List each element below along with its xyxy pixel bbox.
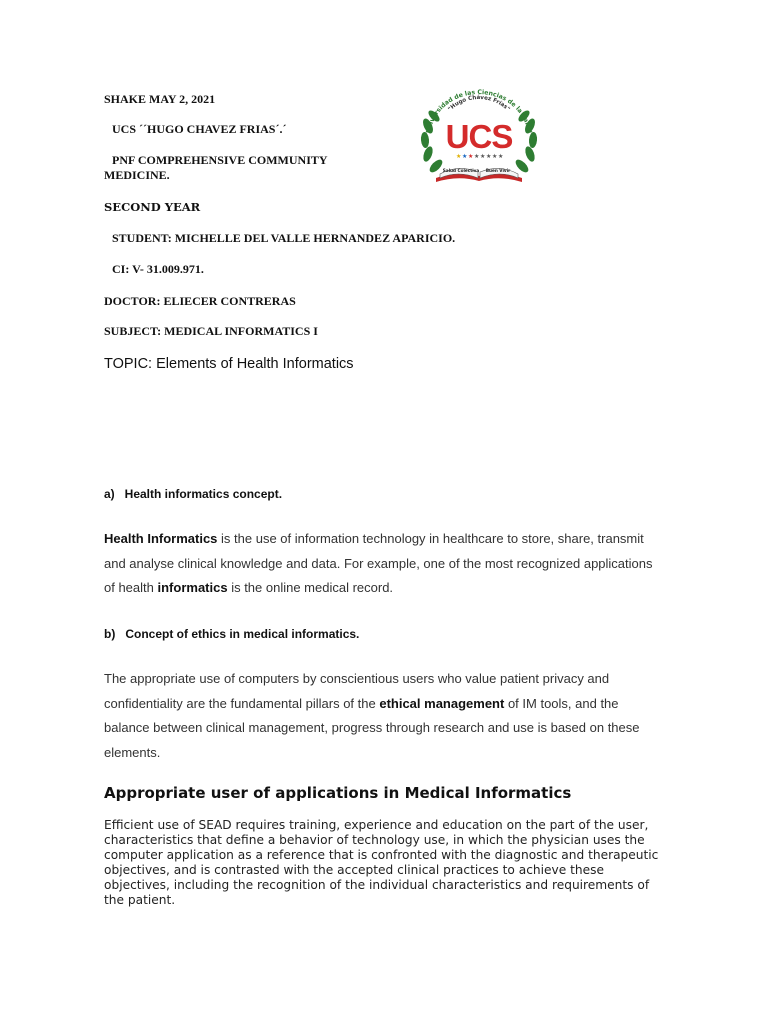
topic-text: Elements of Health Informatics [152,356,354,372]
institution-line: UCS ´´HUGO CHAVEZ FRIAS´.´ [112,122,287,136]
svg-text:★: ★ [498,153,504,160]
svg-text:★: ★ [486,153,492,160]
section-b-text-2: of IM tools, and the balance between clinical management, progress through research and use is based on these elements. [104,695,640,761]
section-b-paragraph [104,667,664,766]
section-c-paragraph: Efficient use of SEAD requires training, experience and education on the part of the user, characteristics that define a behavior of technology use, in which the physician uses the computer application as a reference that is confronted with the diagnostic and therapeutic objectives, and is contrasted with the accepted clinical practices to achieve these objectives, including the recognition of the individual characteristics and requirements of the patient. [104,818,659,907]
section-a-text-2: is the online medical record. [227,580,394,596]
topic-label: TOPIC: [104,356,153,372]
program-line: PNF COMPREHENSIVE COMMUNITY MEDICINE. [104,153,328,182]
open-book-icon [436,168,522,182]
informatics-term: informatics [157,580,228,596]
logo-sub-arc-text: "Hugo Chávez Frías" [447,94,511,113]
health-informatics-term: Health Informatics [104,531,218,546]
section-b-heading: b) Concept of ethics in medical informatics. [104,627,360,641]
svg-text:★: ★ [492,153,498,160]
ethical-management-term: ethical management [379,695,505,711]
svg-text:★: ★ [474,153,480,160]
year-line: SECOND YEAR [104,200,201,214]
section-a-heading: a) Health informatics concept. [104,487,283,501]
logo-main-text: UCS [445,118,513,155]
svg-text:★: ★ [456,153,462,160]
logo-arc-text: Universidad de las Ciencias de la Salud [425,88,533,134]
svg-text:★: ★ [462,153,468,160]
section-a-paragraph [104,527,664,601]
stars-icon [456,153,503,160]
date-line: SHAKE MAY 2, 2021 [104,92,216,106]
book-right-text: Buen Vivir [485,168,511,173]
svg-text:★: ★ [480,153,486,160]
ucs-logo [416,86,542,188]
student-line: STUDENT: MICHELLE DEL VALLE HERNANDEZ APARICIO. [112,231,456,245]
section-b-text-1: The appropriate use of computers by conscientious users who value patient privacy and confidentiality are the fundamental pillars of the [104,671,610,711]
doctor-line: DOCTOR: ELIECER CONTRERAS [104,294,296,308]
book-left-text: Salud Colectiva [442,168,480,173]
section-a-text-1: is the use of information technology in healthcare to store, share, transmit and analyse clinical knowledge and data. For example, one of the most recognized applications of health [104,531,653,596]
ci-line: CI: V- 31.009.971. [112,262,204,276]
svg-text:★: ★ [468,153,474,160]
topic-line [104,356,354,372]
subject-line: SUBJECT: MEDICAL INFORMATICS I [104,324,318,338]
section-c-heading: Appropriate user of applications in Medical Informatics [104,784,572,802]
